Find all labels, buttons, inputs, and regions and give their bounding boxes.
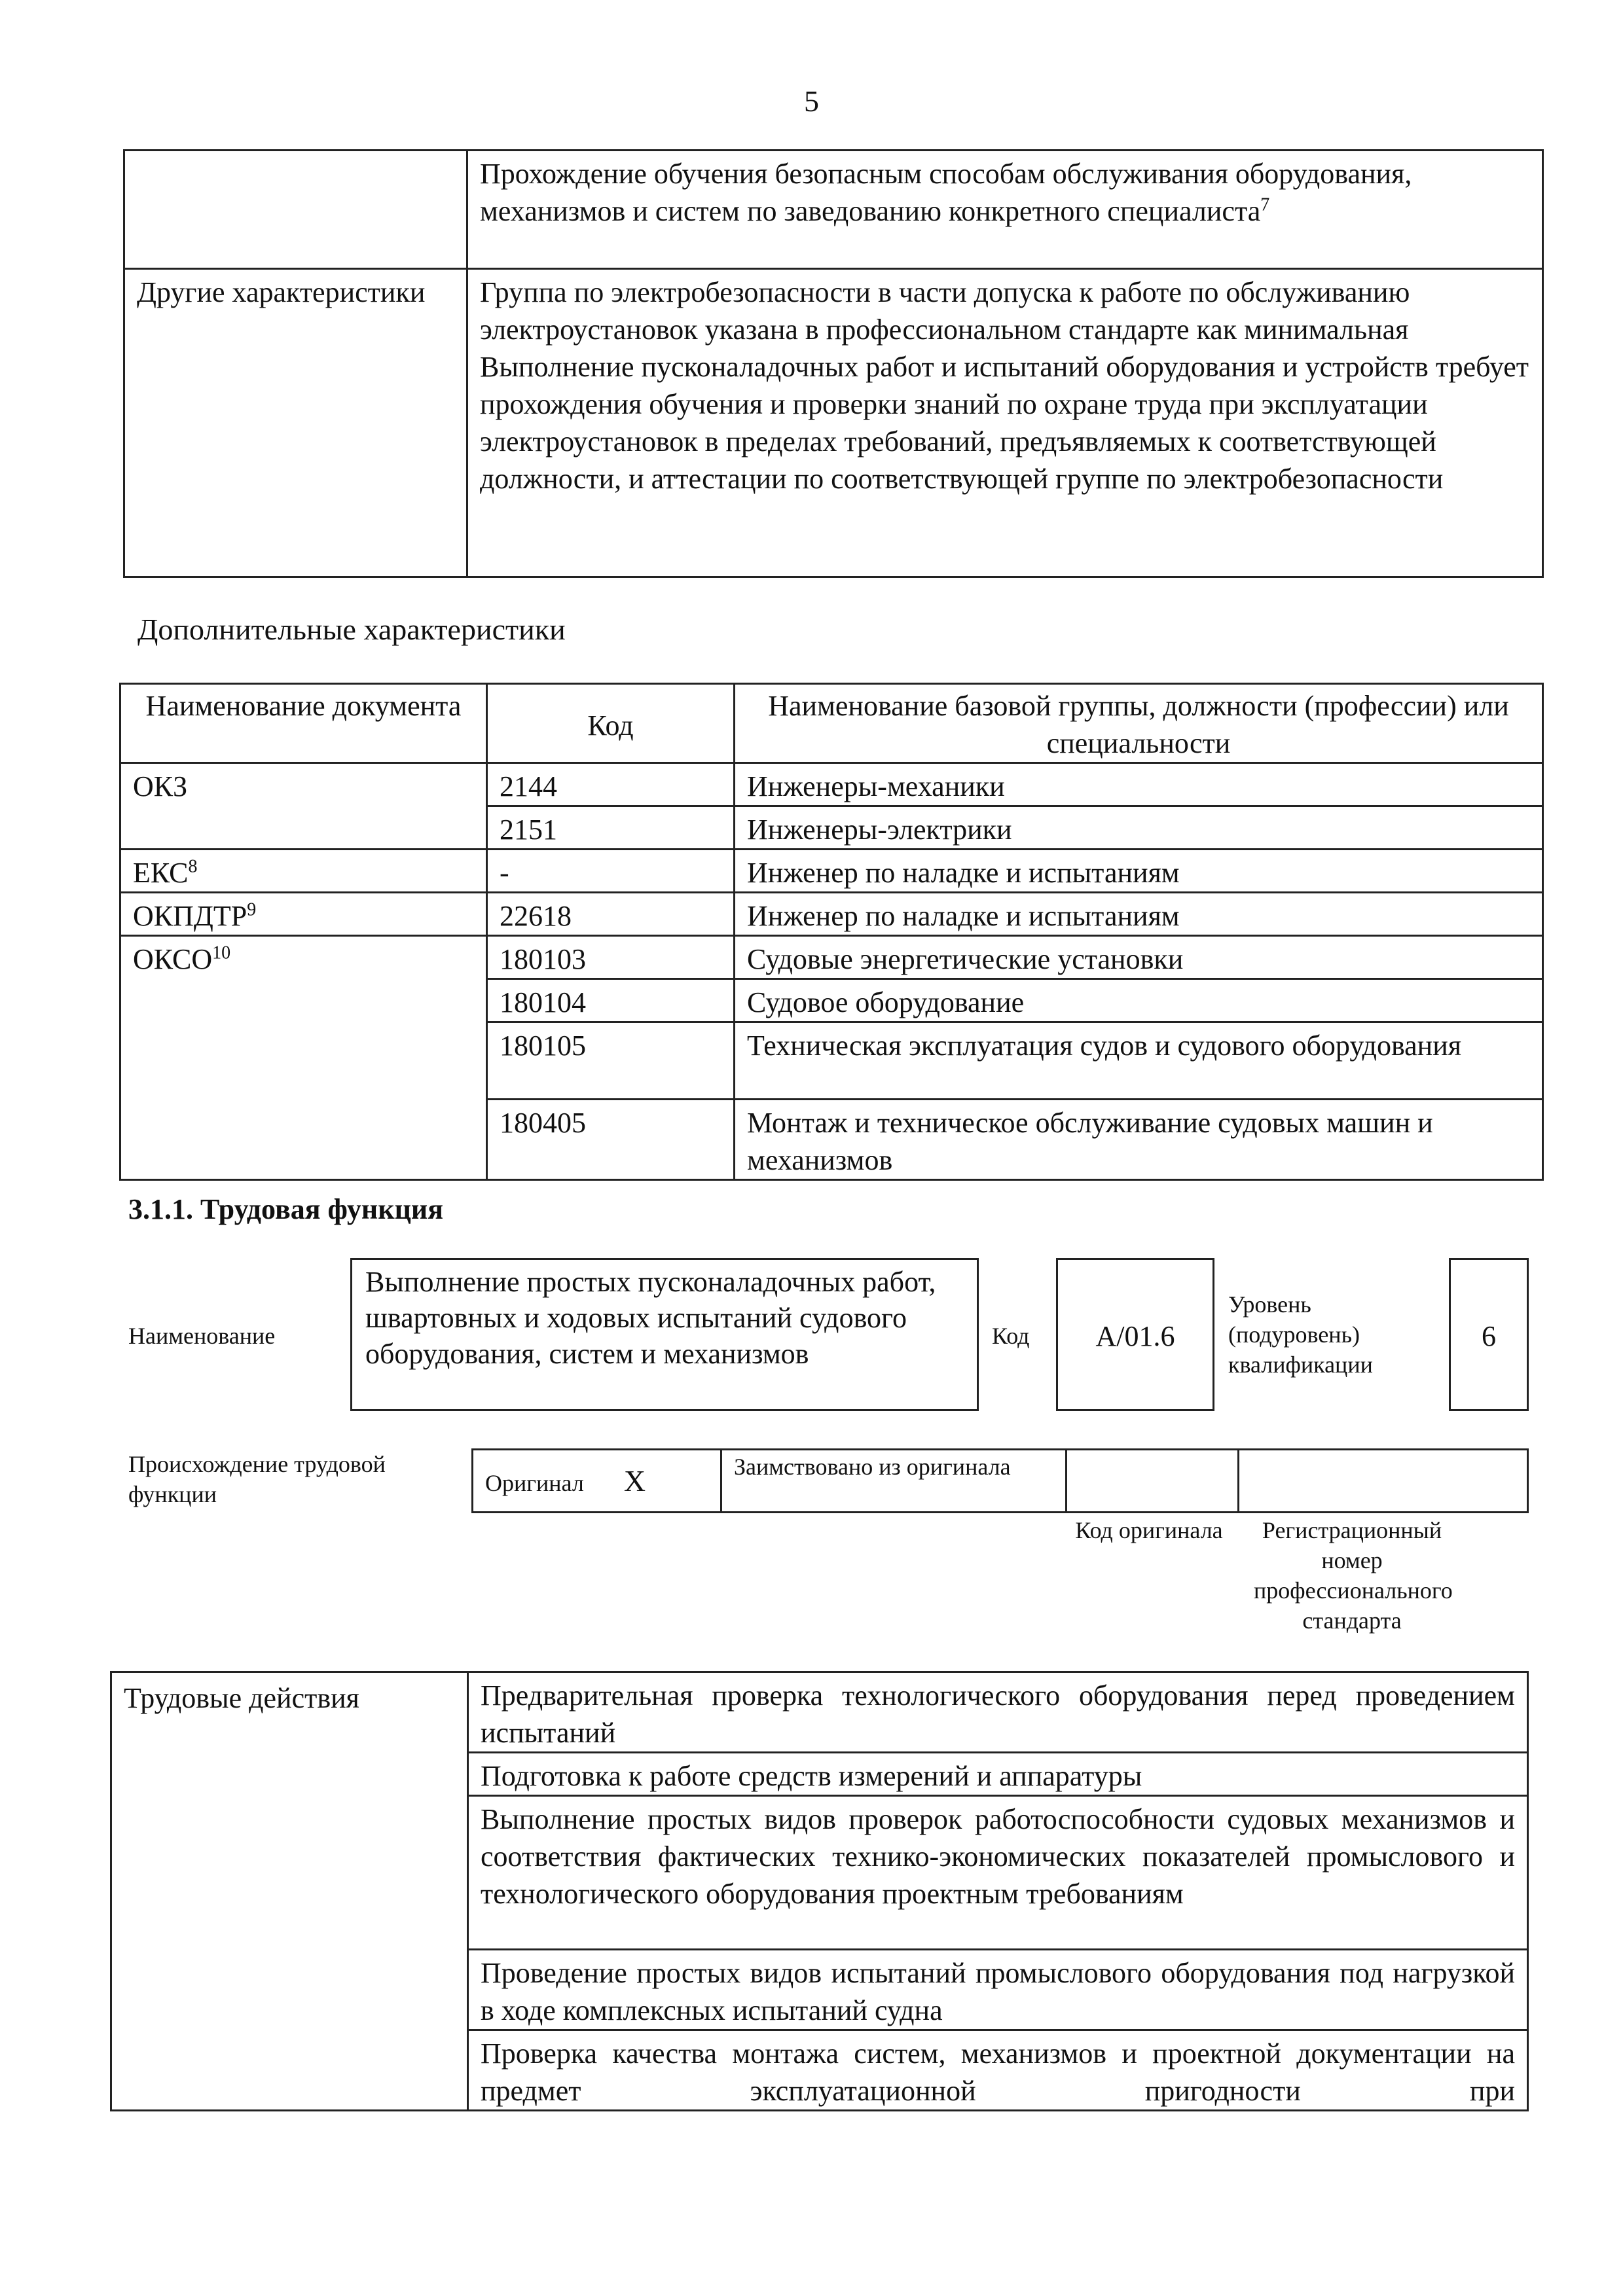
action-text: Предварительная проверка технологического оборудования перед проведением испытаний bbox=[481, 1679, 1515, 1749]
actions-label: Трудовые действия bbox=[111, 1672, 468, 2111]
table-row bbox=[473, 1450, 1528, 1513]
code-cell: 180105 bbox=[487, 1022, 735, 1100]
code-cell: - bbox=[487, 850, 735, 893]
code-original-caption: Код оригинала bbox=[1075, 1517, 1223, 1543]
other-characteristics-label: Другие характеристики bbox=[124, 269, 467, 577]
header-code: Код bbox=[487, 684, 735, 763]
table-row bbox=[120, 893, 1543, 936]
header-name: Наименование базовой группы, должности (профессии) или специальности bbox=[735, 684, 1543, 763]
name-label: Наименование bbox=[128, 1323, 276, 1349]
borrowed-cell: Заимствовано из оригинала bbox=[721, 1450, 1067, 1513]
original-mark: X bbox=[623, 1463, 646, 1498]
code-cell: 180103 bbox=[487, 936, 735, 979]
additional-characteristics-table bbox=[119, 683, 1544, 1181]
labor-actions-table bbox=[110, 1671, 1529, 2111]
table-row bbox=[120, 936, 1543, 979]
footnote-ref: 10 bbox=[212, 942, 231, 963]
other-characteristics-table bbox=[123, 149, 1544, 578]
okso-cell bbox=[120, 936, 487, 1180]
footnote-ref: 8 bbox=[188, 856, 198, 877]
action-cell bbox=[468, 1950, 1528, 2030]
action-cell bbox=[468, 2030, 1528, 2111]
name-cell: Судовые энергетические установки bbox=[735, 936, 1543, 979]
footnote-ref: 9 bbox=[247, 899, 257, 920]
commissioning-requirements-text: Выполнение пусконаладочных работ и испытаний оборудования и устройств требует прохождения обучения и проверки знаний по охране труда при эксплуатации электроустановок в пределах требований, предъявляемых к соответствующей должности, и аттестации по соответствующей группе по электробезопасности bbox=[480, 351, 1529, 495]
original-cell bbox=[473, 1450, 721, 1513]
page-number: 5 bbox=[804, 84, 819, 118]
name-cell: Инженеры-электрики bbox=[735, 806, 1543, 850]
okso-label: ОКСО bbox=[133, 943, 213, 975]
original-label: Оригинал bbox=[485, 1469, 584, 1496]
code-cell: 180104 bbox=[487, 979, 735, 1022]
action-cell bbox=[468, 1796, 1528, 1950]
action-text: Проверка качества монтажа систем, механизмов и проектной документации на предмет эксплуатационной пригодности при bbox=[481, 2037, 1515, 2107]
table-row bbox=[124, 269, 1543, 577]
training-text: Прохождение обучения безопасным способам обслуживания оборудования, механизмов и систем по заведованию конкретного специалиста bbox=[480, 158, 1412, 227]
name-cell: Монтаж и техническое обслуживание судовых машин и механизмов bbox=[735, 1100, 1543, 1180]
table-row bbox=[120, 763, 1543, 806]
okpdtr-cell bbox=[120, 893, 487, 936]
action-text: Проведение простых видов испытаний промыслового оборудования под нагрузкой в ходе комплексных испытаний судна bbox=[481, 1957, 1515, 2026]
okpdtr-label: ОКПДТР bbox=[133, 900, 247, 932]
function-name-box bbox=[350, 1258, 979, 1411]
function-name-value: Выполнение простых пусконаладочных работ, швартовных и ходовых испытаний судового оборудования, систем и механизмов bbox=[365, 1266, 936, 1370]
code-label: Код bbox=[992, 1323, 1030, 1349]
level-value: 6 bbox=[1482, 1320, 1496, 1352]
code-cell: 2144 bbox=[487, 763, 735, 806]
table-row bbox=[120, 850, 1543, 893]
name-cell: Судовое оборудование bbox=[735, 979, 1543, 1022]
function-heading: 3.1.1. Трудовая функция bbox=[128, 1193, 444, 1225]
name-cell: Инженер по наладке и испытаниям bbox=[735, 850, 1543, 893]
okz-cell: ОКЗ bbox=[120, 763, 487, 850]
code-cell: 180405 bbox=[487, 1100, 735, 1180]
other-characteristics-cell bbox=[467, 269, 1543, 577]
footnote-ref: 7 bbox=[1260, 194, 1270, 215]
additional-characteristics-heading: Дополнительные характеристики bbox=[137, 613, 566, 646]
eks-label: ЕКС bbox=[133, 857, 189, 889]
eks-cell bbox=[120, 850, 487, 893]
code-cell: 22618 bbox=[487, 893, 735, 936]
code-cell: 2151 bbox=[487, 806, 735, 850]
origin-label: Происхождение трудовой функции bbox=[128, 1451, 386, 1507]
function-code-box bbox=[1056, 1258, 1214, 1411]
level-label: Уровень (подуровень) квалификации bbox=[1228, 1291, 1373, 1378]
table-row bbox=[111, 1672, 1528, 1753]
reg-number-cell bbox=[1239, 1450, 1528, 1513]
level-box bbox=[1449, 1258, 1529, 1411]
header-document: Наименование документа bbox=[120, 684, 487, 763]
empty-label-cell bbox=[124, 151, 467, 269]
electrical-safety-text: Группа по электробезопасности в части допуска к работе по обслуживанию электроустановок указана в профессиональном стандарте как минимальная bbox=[480, 276, 1410, 346]
action-cell: Подготовка к работе средств измерений и аппаратуры bbox=[468, 1753, 1528, 1796]
reg-number-caption: Регистрационный номер профессионального стандарта bbox=[1254, 1517, 1453, 1634]
training-cell bbox=[467, 151, 1543, 269]
origin-table bbox=[471, 1448, 1529, 1513]
action-text: Выполнение простых видов проверок работоспособности судовых механизмов и соответствия фактических технико-экономических показателей промыслового и технологического оборудования проектным требованиям bbox=[481, 1803, 1515, 1910]
function-code-value: A/01.6 bbox=[1095, 1320, 1175, 1352]
name-cell: Инженеры-механики bbox=[735, 763, 1543, 806]
name-cell: Техническая эксплуатация судов и судового оборудования bbox=[735, 1022, 1543, 1100]
table-row bbox=[124, 151, 1543, 269]
name-cell: Инженер по наладке и испытаниям bbox=[735, 893, 1543, 936]
table-header-row bbox=[120, 684, 1543, 763]
action-cell bbox=[468, 1672, 1528, 1753]
original-code-cell bbox=[1067, 1450, 1239, 1513]
